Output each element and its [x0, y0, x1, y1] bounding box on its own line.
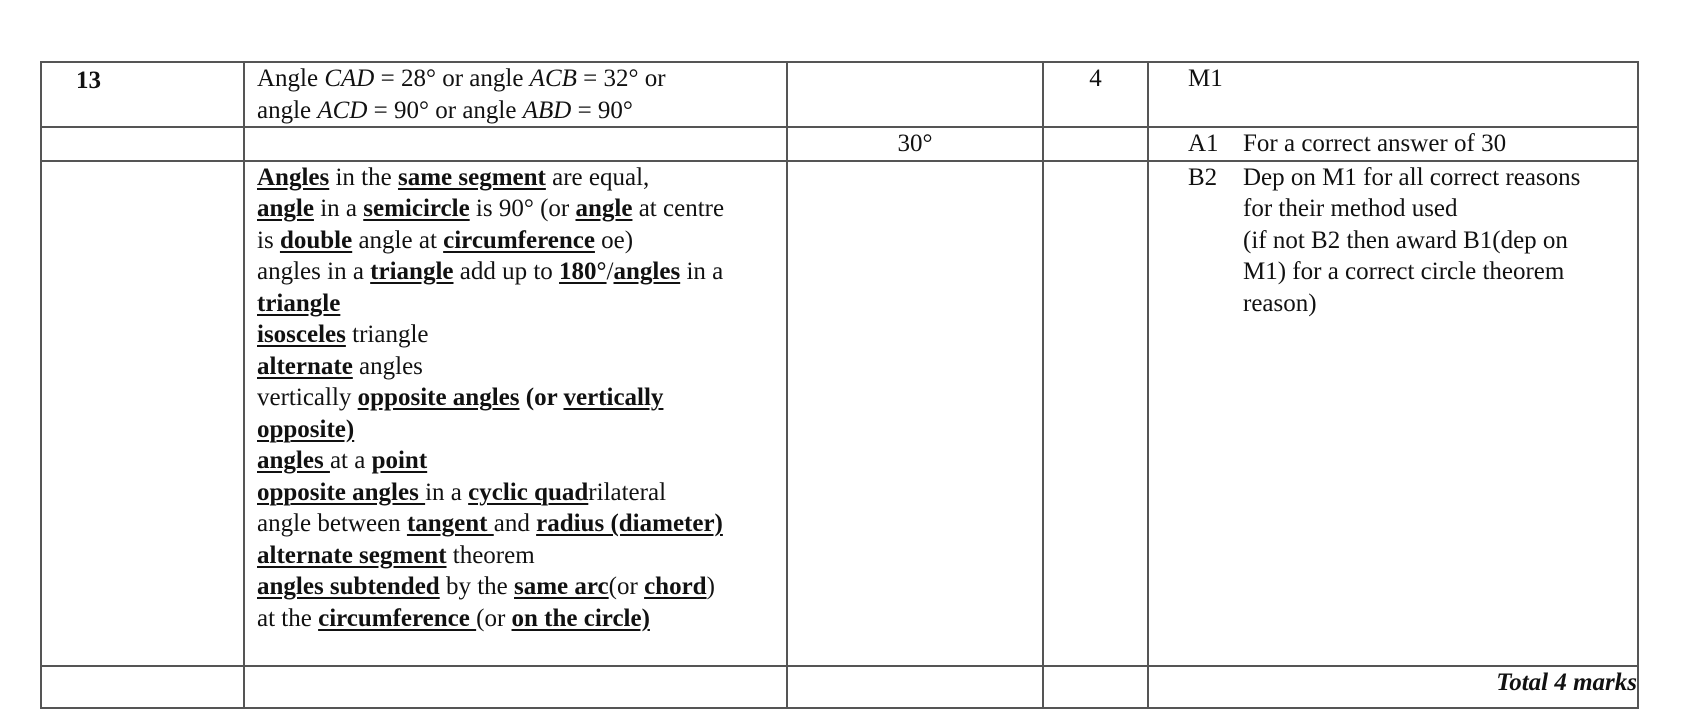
reason-line: is double angle at circumference oe): [257, 226, 634, 254]
question-number: 13: [76, 67, 101, 94]
notes-cell: [1148, 161, 1638, 666]
reason-line: opposite): [257, 415, 355, 443]
working-cell: [244, 62, 787, 127]
reason-line: isosceles triangle: [257, 321, 429, 348]
answer-cell: [787, 127, 1043, 161]
mark-note: For a correct answer of 30: [1243, 130, 1507, 157]
working-text: Angle CAD = 28° or angle ACB = 32° or angle ACD = 90° or angle ABD = 90°: [257, 65, 666, 124]
reason-line: Angles in the same segment are equal,: [257, 163, 650, 191]
mark-code: M1: [1188, 65, 1223, 92]
question-number-cell: [41, 62, 244, 127]
reason-line: opposite angles in a cyclic quadrilateral: [257, 478, 667, 506]
reasons-list: [245, 162, 786, 635]
mark-scheme-sheet: [40, 61, 1637, 701]
reason-line: alternate angles: [257, 352, 423, 380]
reason-line: alternate segment theorem: [257, 541, 535, 569]
table-row: [41, 62, 1638, 127]
reasons-cell: [244, 161, 787, 666]
reason-line: angles in a triangle add up to 180°/angles in a: [257, 258, 724, 285]
table-row: [41, 161, 1638, 666]
mark-total: 4: [1089, 65, 1102, 92]
reason-line: vertically opposite angles (or vertically: [257, 384, 664, 411]
reason-line: angles subtended by the same arc(or chord): [257, 573, 715, 600]
notes-cell: [1148, 62, 1638, 127]
mark-note: Dep on M1 for all correct reasons for their method used (if not B2 then award B1(dep on M1) for a correct circle theorem reason): [1243, 163, 1581, 317]
reason-line: triangle: [257, 289, 341, 317]
answer-cell: [787, 62, 1043, 127]
reason-line: angles at a point: [257, 447, 428, 474]
reason-line: angle between tangent and radius (diameter): [257, 510, 723, 537]
mark-scheme-table: [40, 61, 1639, 709]
reason-line: at the circumference (or on the circle): [257, 604, 650, 632]
mark-total-cell: [1043, 62, 1148, 127]
notes-cell: [1148, 127, 1638, 161]
total-marks: Total 4 marks: [1148, 666, 1638, 708]
reason-line: angle in a semicircle is 90° (or angle at centre: [257, 195, 725, 222]
table-row: [41, 666, 1638, 708]
mark-code: A1: [1188, 130, 1219, 157]
answer-value: 30°: [897, 130, 933, 157]
mark-code: B2: [1188, 163, 1218, 191]
table-row: [41, 127, 1638, 161]
